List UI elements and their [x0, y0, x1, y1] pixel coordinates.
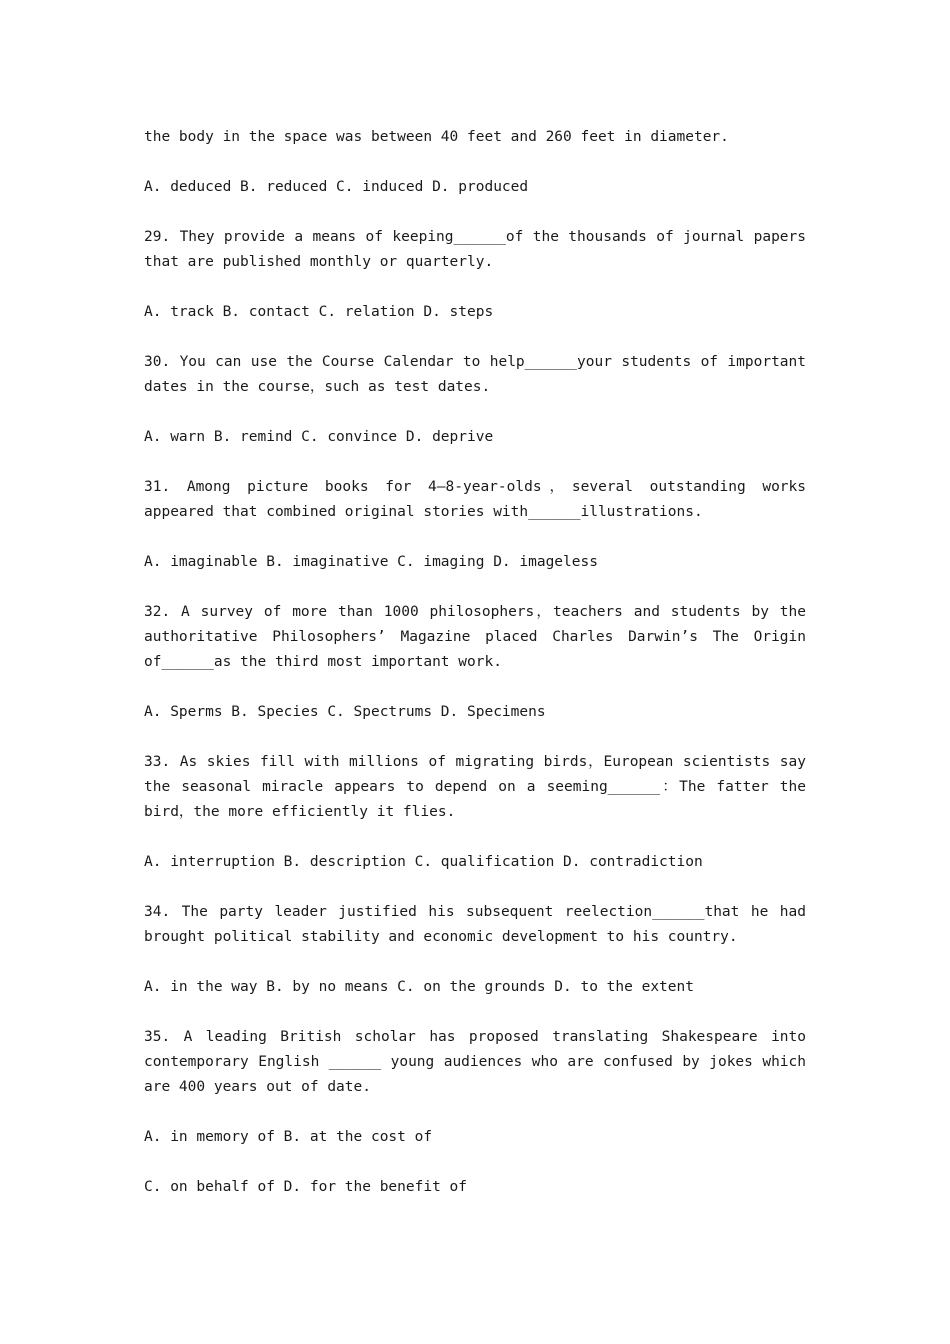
question-30: 30. You can use the Course Calendar to help______your students of important dates in the course，such as test dates. — [144, 354, 806, 395]
question-33: 33. As skies fill with millions of migrating birds，European scientists say the seasonal miracle appears to depend on a seeming______：The fatter the bird，the more efficiently it flies. — [144, 754, 806, 820]
question-31: 31. Among picture books for 4—8-year-olds，several outstanding works appeared that combined original stories with______illustrations. — [144, 479, 806, 520]
question-fragment-28: the body in the space was between 40 feet and 260 feet in diameter. — [144, 129, 729, 145]
options-35-ab: A. in memory of B. at the cost of — [144, 1129, 433, 1145]
options-31: A. imaginable B. imaginative C. imaging D. imageless — [144, 554, 598, 570]
document-page — [144, 125, 806, 1225]
question-35: 35. A leading British scholar has proposed translating Shakespeare into contemporary English ______ young audiences who are confused by jokes which are 400 years out of date. — [144, 1029, 806, 1095]
options-35-cd: C. on behalf of D. for the benefit of — [144, 1179, 468, 1195]
options-33: A. interruption B. description C. qualification D. contradiction — [144, 854, 703, 870]
options-30: A. warn B. remind C. convince D. deprive — [144, 429, 494, 445]
question-29: 29. They provide a means of keeping______of the thousands of journal papers that are published monthly or quarterly. — [144, 229, 806, 270]
question-34: 34. The party leader justified his subsequent reelection______that he had brought political stability and economic development to his country. — [144, 904, 806, 945]
question-32: 32. A survey of more than 1000 philosophers，teachers and students by the authoritative Philosophers’ Magazine placed Charles Darwin’s The Origin of______as the third most important work. — [144, 604, 806, 670]
options-34: A. in the way B. by no means C. on the grounds D. to the extent — [144, 979, 694, 995]
options-28: A. deduced B. reduced C. induced D. produced — [144, 179, 529, 195]
options-29: A. track B. contact C. relation D. steps — [144, 304, 494, 320]
options-32: A. Sperms B. Species C. Spectrums D. Specimens — [144, 704, 546, 720]
